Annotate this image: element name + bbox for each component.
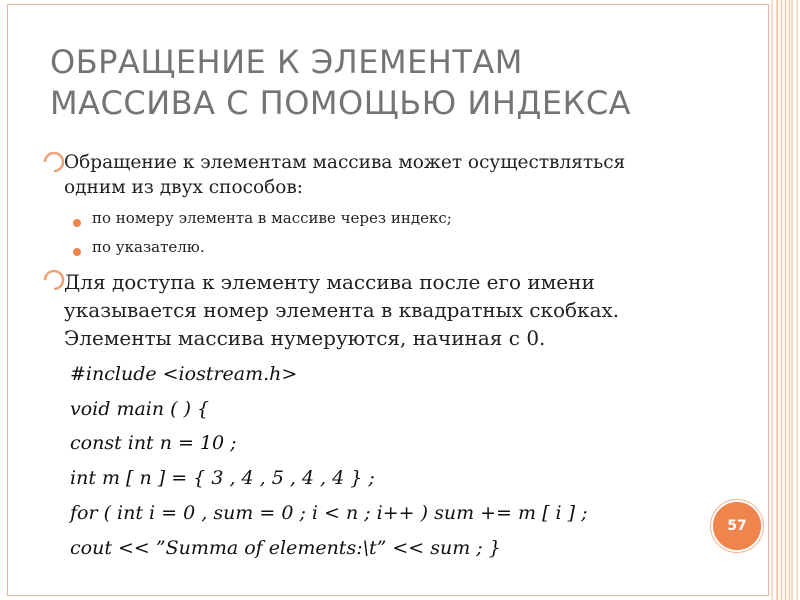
code-line-1: #include <iostream.h> <box>70 363 298 385</box>
bullet-2-line-1: Для доступа к элементу массива после его имени <box>64 270 595 294</box>
title-line-1: ОБРАЩЕНИЕ К ЭЛЕМЕНТАМ <box>50 43 523 81</box>
bullet-ring-icon <box>42 148 66 172</box>
bullet-2-line-2: указывается номер элемента в квадратных скобках. <box>64 298 620 322</box>
code-line-2: void main ( ) { <box>70 398 210 420</box>
title-line-2: МАССИВА С ПОМОЩЬЮ ИНДЕКСА <box>50 84 632 122</box>
bullet-2-text <box>64 268 764 352</box>
code-line-6: cout << ”Summa of elements:\t” << sum ; } <box>70 537 501 559</box>
bullet-2-line-3: Элементы массива нумеруются, начиная с 0. <box>64 326 546 350</box>
code-line-3: const int n = 10 ; <box>70 432 237 454</box>
sub-bullet-dot-icon <box>72 213 82 223</box>
bullet-ring-icon <box>42 266 66 290</box>
sub-bullet-dot-icon <box>72 242 82 252</box>
code-line-5: for ( int i = 0 , sum = 0 ; i < n ; i++ ) sum += m [ i ] ; <box>70 502 588 524</box>
sub-bullet-2-text: по указателю. <box>92 238 205 256</box>
slide-title <box>50 42 750 124</box>
decorative-stripes <box>771 0 800 600</box>
decorative-stripes-inner <box>777 0 791 600</box>
sub-bullet-1-text: по номеру элемента в массиве через индекс; <box>92 209 452 227</box>
bullet-1-text <box>64 150 754 200</box>
bullet-1-line-1: Обращение к элементам массива может осуществляться <box>64 152 626 173</box>
bullet-1-line-2: одним из двух способов: <box>64 177 304 198</box>
page-number-badge: 57 <box>711 500 763 552</box>
code-line-4: int m [ n ] = { 3 , 4 , 5 , 4 , 4 } ; <box>70 467 375 489</box>
